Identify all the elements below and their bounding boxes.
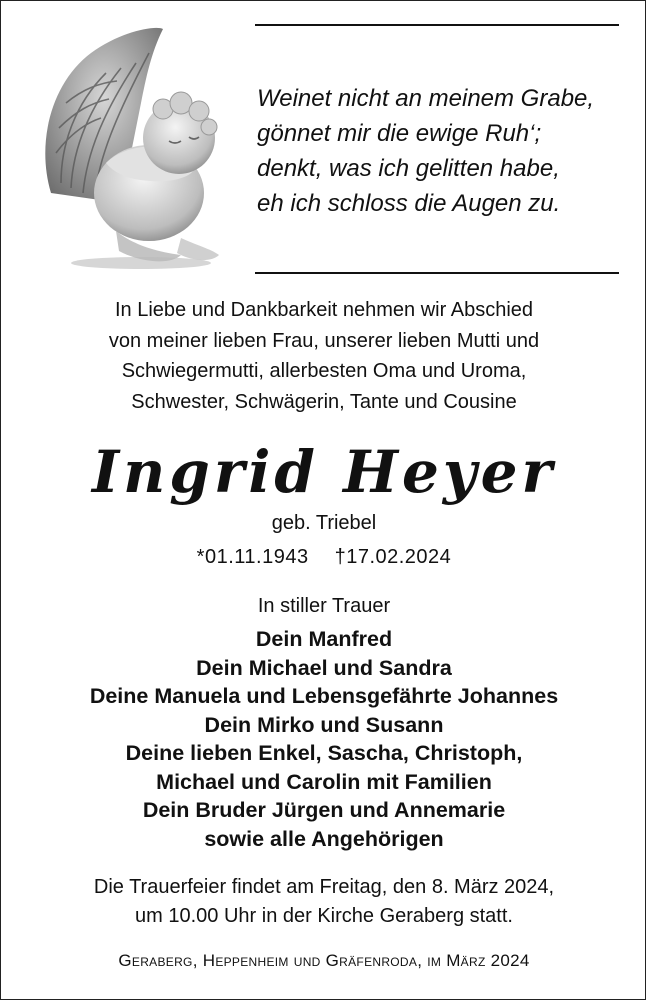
- mourning-label: In stiller Trauer: [257, 595, 391, 617]
- poem-line: eh ich schloss die Augen zu.: [257, 190, 561, 217]
- mourner-line: Deine Manuela und Lebensgefährte Johannes: [89, 684, 559, 708]
- farewell-intro: [1, 295, 646, 417]
- mourners-list: [1, 625, 646, 853]
- mourner-line: sowie alle Angehörigen: [204, 826, 444, 851]
- mourner-line: Dein Manfred: [255, 627, 393, 651]
- top-divider: [255, 24, 619, 26]
- poem: [257, 81, 627, 221]
- poem-line: Weinet nicht an meinem Grabe,: [257, 85, 595, 112]
- mourner-line: Dein Bruder Jürgen und Annemarie: [142, 798, 506, 822]
- death-date: †17.02.2024: [334, 546, 452, 568]
- sleeping-angel-image: [31, 23, 231, 273]
- poem-line: gönnet mir die ewige Ruh‘;: [257, 120, 542, 147]
- service-line: Die Trauerfeier findet am Freitag, den 8. März 2024,: [93, 876, 555, 898]
- intro-line: In Liebe und Dankbarkeit nehmen wir Abschied: [114, 299, 534, 321]
- life-dates: [1, 543, 646, 571]
- poem-line: denkt, was ich gelitten habe,: [257, 155, 560, 182]
- bottom-divider: [255, 272, 619, 274]
- funeral-service-info: [1, 873, 646, 931]
- intro-line: von meiner lieben Frau, unserer lieben Mutti und: [108, 329, 540, 352]
- service-line: um 10.00 Uhr in der Kirche Geraberg statt.: [135, 905, 513, 927]
- birth-date: *01.11.1943: [196, 546, 309, 568]
- birth-name: geb. Triebel: [271, 512, 377, 534]
- mourner-line: Dein Michael und Sandra: [196, 655, 452, 680]
- mourner-line: Deine lieben Enkel, Sascha, Christoph,: [125, 741, 523, 765]
- place-and-date: Geraberg, Heppenheim und Gräfenroda, im März 2024: [118, 951, 530, 970]
- intro-line: Schwiegermutti, allerbesten Oma und Uroma,: [121, 360, 527, 382]
- deceased-name: Ingrid Heyer: [91, 438, 557, 506]
- mourner-line: Michael und Carolin mit Familien: [156, 769, 492, 794]
- mourner-line: Dein Mirko und Susann: [204, 712, 444, 737]
- intro-line: Schwester, Schwägerin, Tante und Cousine: [131, 390, 517, 413]
